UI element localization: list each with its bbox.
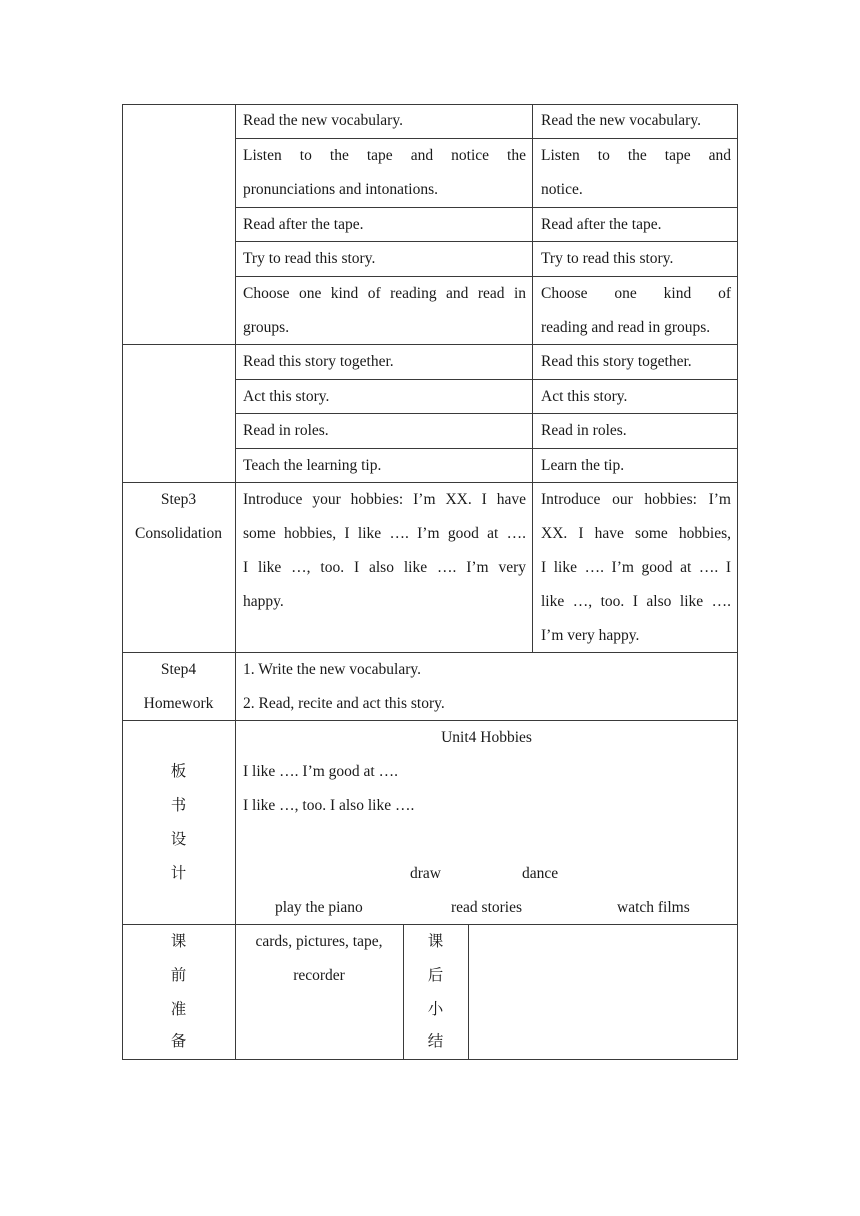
step-label: Consolidation (135, 525, 222, 542)
student-activity: reading and read in groups. (541, 319, 711, 336)
homework-item: 1. Write the new vocabulary. (243, 661, 421, 678)
step-label: Step3 (160, 491, 197, 508)
table-rule (122, 104, 123, 1060)
student-activity: Read in roles. (541, 422, 627, 439)
student-activity: notice. (541, 181, 583, 198)
teacher-activity: Act this story. (243, 388, 330, 405)
student-activity: Try to read this story. (541, 250, 674, 267)
step-label: Homework (143, 695, 214, 712)
teacher-activity: Read after the tape. (243, 216, 364, 233)
board-word: draw (410, 865, 441, 882)
section-label-char: 设 (170, 831, 187, 848)
prep-materials: cards, pictures, tape, (255, 933, 383, 950)
section-label-char: 准 (170, 1001, 187, 1018)
teacher-activity: some hobbies, I like …. I’m good at …. (243, 525, 526, 542)
summary-label-char: 后 (427, 967, 444, 984)
section-label-char: 备 (170, 1033, 187, 1050)
table-rule (532, 104, 533, 652)
step-label: Step4 (160, 661, 197, 678)
teacher-activity: groups. (243, 319, 290, 336)
table-rule (122, 1059, 738, 1060)
table-rule (737, 104, 738, 1060)
teacher-activity: Read this story together. (243, 353, 394, 370)
section-label-char: 板 (170, 763, 187, 780)
board-word: play the piano (275, 899, 363, 916)
student-activity: XX. I have some hobbies, (541, 525, 731, 542)
student-activity: Choose one kind of (541, 285, 731, 302)
board-sentence: I like …. I’m good at …. (243, 763, 398, 780)
teacher-activity: happy. (243, 593, 284, 610)
board-word: watch films (617, 899, 690, 916)
teacher-activity: Listen to the tape and notice the (243, 147, 526, 164)
summary-label-char: 课 (427, 933, 444, 950)
table-rule (468, 924, 469, 1060)
section-label-char: 课 (170, 933, 187, 950)
student-activity: like …, too. I also like …. (541, 593, 731, 610)
teacher-activity: Introduce your hobbies: I’m XX. I have (243, 491, 526, 508)
student-activity: Read this story together. (541, 353, 692, 370)
section-label-char: 书 (170, 797, 187, 814)
summary-label-char: 小 (427, 1001, 444, 1018)
teacher-activity: pronunciations and intonations. (243, 181, 439, 198)
teacher-activity: Read the new vocabulary. (243, 112, 403, 129)
prep-materials: recorder (293, 967, 345, 984)
lesson-plan-table (122, 104, 738, 1060)
table-rule (235, 104, 236, 1060)
board-title: Unit4 Hobbies (441, 729, 532, 746)
teacher-activity: Choose one kind of reading and read in (243, 285, 526, 302)
student-activity: Listen to the tape and (541, 147, 731, 164)
board-sentence: I like …, too. I also like …. (243, 797, 415, 814)
student-activity: Read the new vocabulary. (541, 112, 701, 129)
teacher-activity: Teach the learning tip. (243, 457, 382, 474)
teacher-activity: Read in roles. (243, 422, 329, 439)
student-activity: Act this story. (541, 388, 628, 405)
homework-item: 2. Read, recite and act this story. (243, 695, 445, 712)
student-activity: Learn the tip. (541, 457, 625, 474)
section-label-char: 计 (170, 865, 187, 882)
summary-label-char: 结 (427, 1033, 444, 1050)
student-activity: I like …. I’m good at …. I (541, 559, 731, 576)
board-word: dance (522, 865, 559, 882)
student-activity: Introduce our hobbies: I’m (541, 491, 731, 508)
teacher-activity: Try to read this story. (243, 250, 376, 267)
section-label-char: 前 (170, 967, 187, 984)
student-activity: I’m very happy. (541, 627, 640, 644)
teacher-activity: I like …, too. I also like …. I’m very (243, 559, 526, 576)
board-word: read stories (451, 899, 523, 916)
student-activity: Read after the tape. (541, 216, 662, 233)
